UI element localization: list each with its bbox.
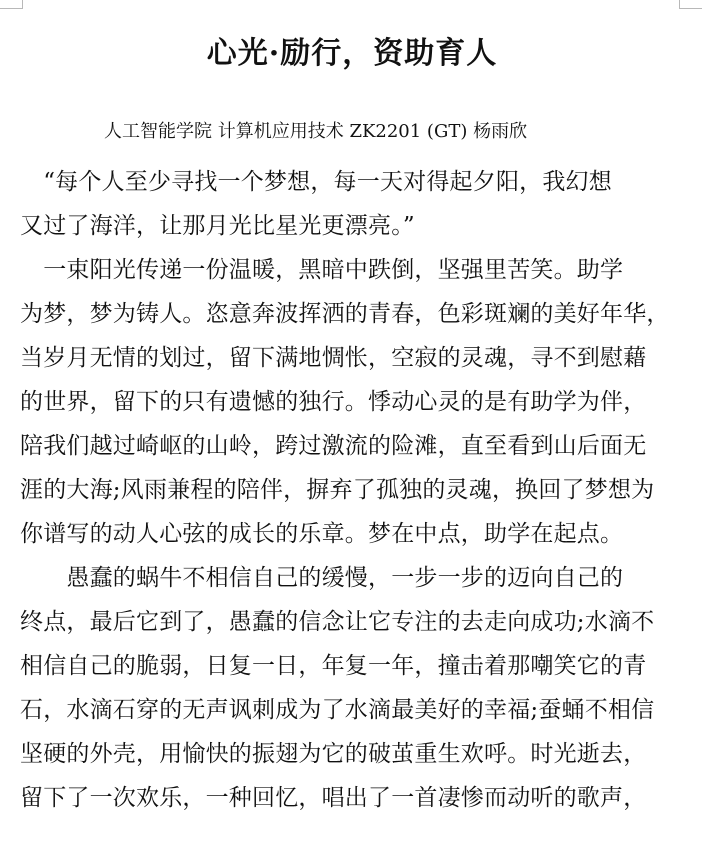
- page-corner-mark-left: [0, 0, 23, 9]
- author-byline: 人工智能学院 计算机应用技术 ZK2201 (GT) 杨雨欣: [104, 121, 528, 142]
- body-line: “每个人至少寻找一个梦想，每一天对得起夕阳，我幻想: [20, 169, 612, 195]
- document-title: 心光·励行，资助育人: [206, 36, 498, 71]
- body-line: 相信自己的脆弱，日复一日，年复一年，撞击着那嘲笑它的青: [20, 653, 647, 679]
- document-body: [20, 160, 684, 820]
- body-line: 一束阳光传递一份温暖，黑暗中跌倒，坚强里苦笑。助学: [20, 257, 624, 283]
- body-line: 留下了一次欢乐，一种回忆，唱出了一首凄惨而动听的歌声，: [20, 785, 647, 811]
- body-line: 你谱写的动人心弦的成长的乐章。梦在中点，助学在起点。: [20, 521, 624, 547]
- body-line: 石，水滴石穿的无声讽刺成为了水滴最美好的幸福;蚕蛹不相信: [20, 697, 655, 723]
- body-line: 的世界，留下的只有遗憾的独行。悸动心灵的是有助学为伴，: [20, 389, 647, 415]
- body-line: 当岁月无情的划过，留下满地惆怅，空寂的灵魂，寻不到慰藉: [20, 345, 647, 371]
- page-corner-mark-right: [679, 0, 702, 9]
- body-line: 为梦，梦为铸人。恣意奔波挥洒的青春，色彩斑斓的美好年华，: [20, 301, 670, 327]
- body-line: 愚蠢的蜗牛不相信自己的缓慢，一步一步的迈向自己的: [20, 565, 624, 591]
- body-line: 涯的大海;风雨兼程的陪伴，摒弃了孤独的灵魂，换回了梦想为: [20, 477, 655, 503]
- body-line: 又过了海洋，让那月光比星光更漂亮。”: [20, 213, 415, 239]
- body-line: 坚硬的外壳，用愉快的振翅为它的破茧重生欢呼。时光逝去，: [20, 741, 647, 767]
- body-line: 终点，最后它到了，愚蠢的信念让它专注的去走向成功;水滴不: [20, 609, 655, 635]
- body-line: 陪我们越过崎岖的山岭，跨过激流的险滩，直至看到山后面无: [20, 433, 647, 459]
